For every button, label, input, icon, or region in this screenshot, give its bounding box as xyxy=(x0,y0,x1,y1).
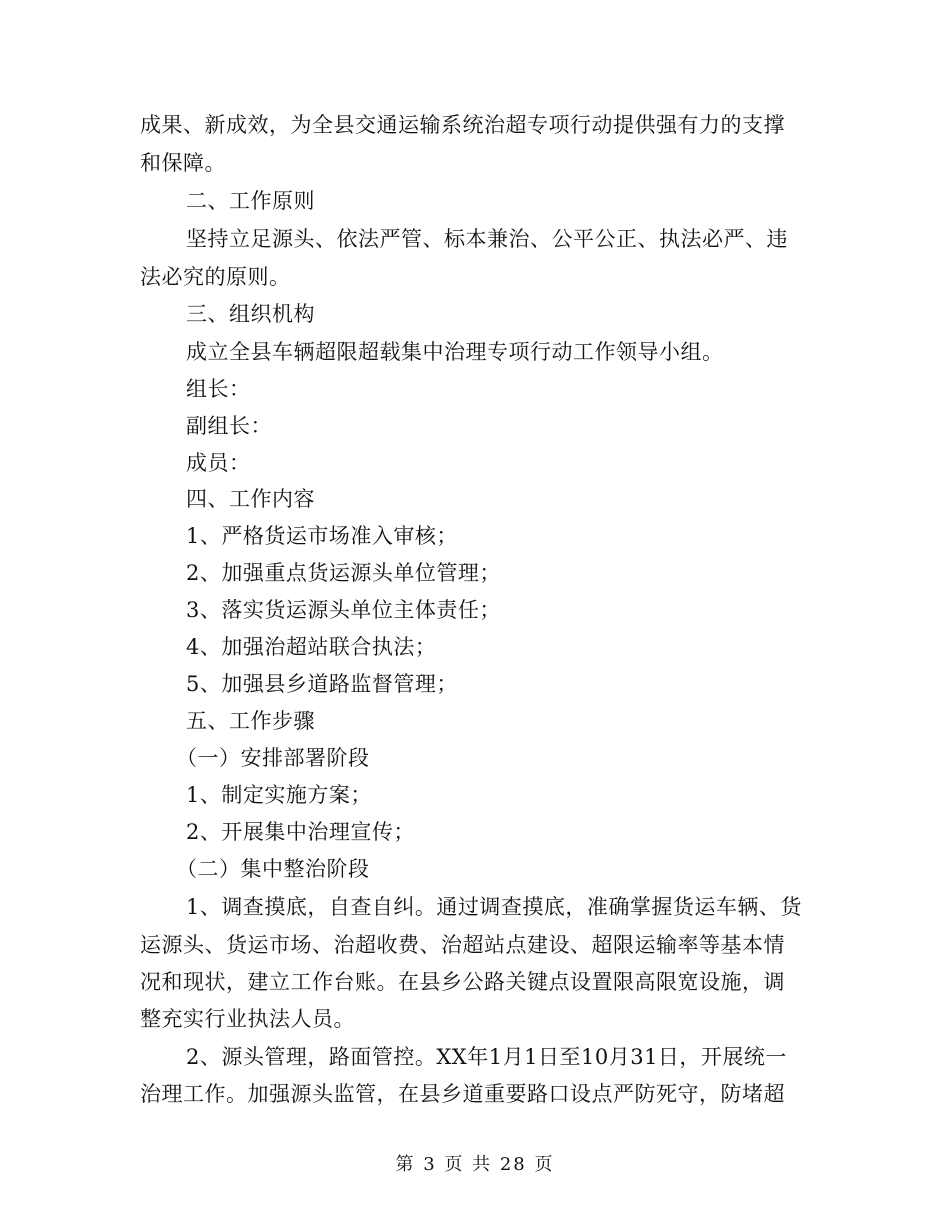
list-item: 副组长： xyxy=(186,414,272,438)
list-item: 1、制定实施方案； xyxy=(186,783,372,807)
section-heading: 二、工作原则 xyxy=(186,189,315,213)
paragraph-line: 整充实行业执法人员。 xyxy=(140,1007,355,1031)
paragraph-line: 成立全县车辆超限超载集中治理专项行动工作领导小组。 xyxy=(186,340,724,364)
list-item: 3、落实货运源头单位主体责任； xyxy=(186,598,501,622)
paragraph-line: 运源头、货运市场、治超收费、治超站点建设、超限运输率等基本情 xyxy=(140,933,785,957)
section-heading: 三、组织机构 xyxy=(186,302,315,326)
list-item: 组长： xyxy=(186,377,251,401)
paragraph-line: 2、源头管理，路面管控。XX年1月1日至10月31日，开展统一 xyxy=(186,1045,787,1069)
subsection-heading: （二）集中整治阶段 xyxy=(176,857,370,881)
paragraph-line: 成果、新成效，为全县交通运输系统治超专项行动提供强有力的支撑 xyxy=(140,113,785,137)
page-footer xyxy=(0,1153,950,1177)
section-heading: 五、工作步骤 xyxy=(186,709,315,733)
subsection-heading: （一）安排部署阶段 xyxy=(176,746,370,770)
paragraph-line: 治理工作。加强源头监管，在县乡道重要路口设点严防死守，防堵超 xyxy=(140,1082,785,1106)
paragraph-line: 况和现状，建立工作台账。在县乡公路关键点设置限高限宽设施，调 xyxy=(140,970,785,994)
paragraph-line: 坚持立足源头、依法严管、标本兼治、公平公正、执法必严、违 xyxy=(186,227,788,251)
paragraph-line: 法必究的原则。 xyxy=(140,265,291,289)
paragraph-line: 和保障。 xyxy=(140,151,226,175)
list-item: 5、加强县乡道路监督管理； xyxy=(186,672,458,696)
list-item: 4、加强治超站联合执法； xyxy=(186,635,437,659)
paragraph-line: 1、调查摸底，自查自纠。通过调查摸底，准确掌握货运车辆、货 xyxy=(186,895,802,919)
list-item: 2、开展集中治理宣传； xyxy=(186,820,415,844)
section-heading: 四、工作内容 xyxy=(186,487,315,511)
page-number: 第 3 页 共 28 页 xyxy=(395,1154,555,1175)
list-item: 2、加强重点货运源头单位管理； xyxy=(186,561,501,585)
list-item: 1、严格货运市场准入审核； xyxy=(186,524,458,548)
list-item: 成员： xyxy=(186,451,251,475)
